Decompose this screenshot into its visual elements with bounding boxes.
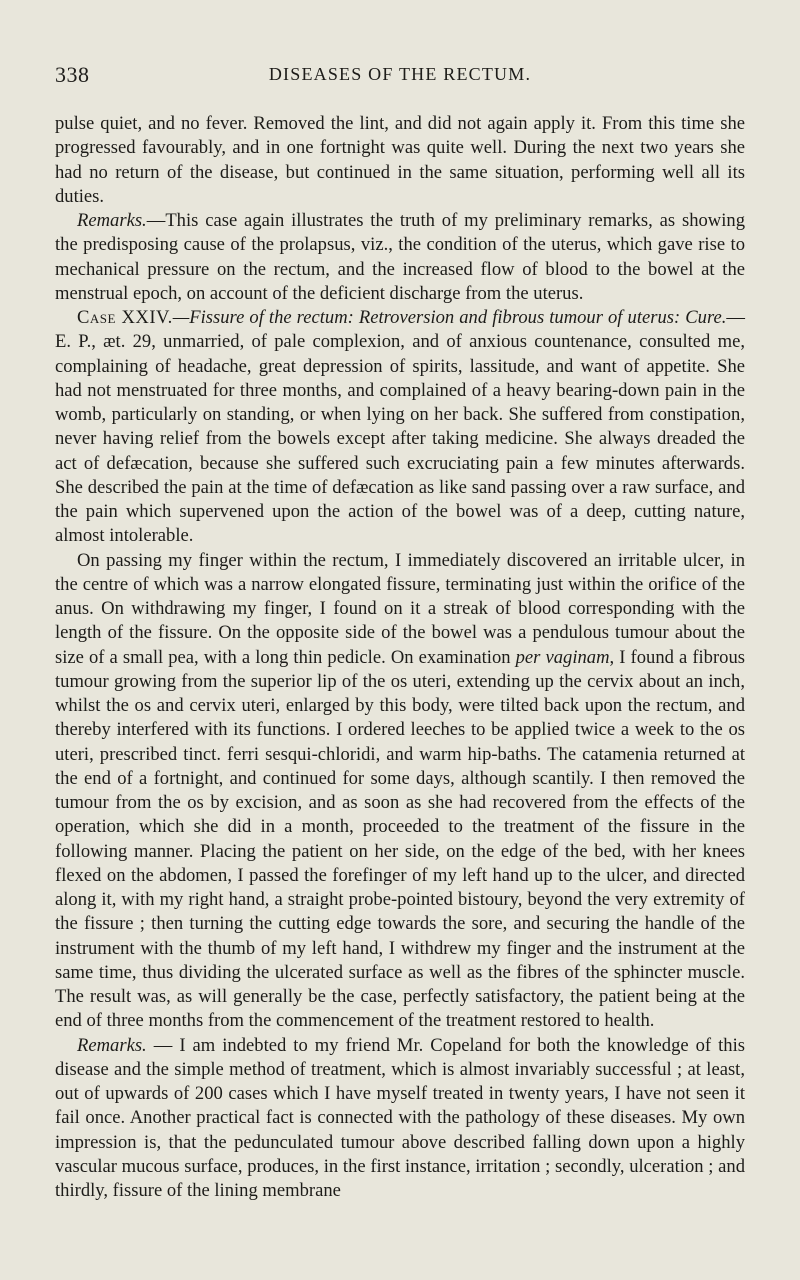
page-number: 338	[55, 62, 90, 87]
paragraph-continuation	[55, 112, 745, 209]
paragraph-text: — I am indebted to my friend Mr. Copeland for both the knowledge of this disease and the simple method of treatment, which is almost invariably successful ; at least, out of upwards of 200 cases which I have myself treated in twenty years, I have not seen it fail once. Another practical fact is connected with the pathology of these diseases. My own impression is, that the pedunculated tumour above described falling down upon a highly vascular mucous surface, produces, in the first instance, irritation ; secondly, ulceration ; and thirdly, fissure of the lining membrane	[55, 1034, 745, 1201]
paragraph-examination	[55, 549, 745, 1034]
body-text	[55, 112, 745, 1203]
running-head: DISEASES OF THE RECTUM.	[268, 64, 532, 84]
paragraph-text: —E. P., æt. 29, unmarried, of pale complexion, and of anxious countenance, consulted me, complaining of headache, great depression of spirits, lassitude, and want of appetite. She had not menstruated for three months, and complained of a heavy bearing-down pain in the womb, particularly on standing, or when lying on her back. She suffered from constipation, never having relief from the bowels except after taking medicine. She always dreaded the act of defæcation, because she suffered such excruciating pain a few minutes afterwards. She described the pain at the time of defæcation as like sand passing over a raw surface, and the pain which supervened upon the action of the bowel was of a deep, cutting nature, almost intolerable.	[55, 307, 745, 547]
remarks-label: Remarks.	[77, 1034, 147, 1056]
paragraph-text: On passing my finger within the rectum, I immediately discovered an irritable ulcer, in the centre of which was a narrow elongated fissure, terminating just within the orifice of the anus. On withdrawing my finger, I found on it a streak of blood corresponding with the length of the fissure. On the opposite side of the bowel was a pendulous tumour about the size of a small pea, with a long thin pedicle. On examination	[55, 549, 745, 668]
case-title: —Fissure of the rectum: Retroversion and fibrous tumour of uterus: Cure.	[172, 307, 727, 328]
case-label: Case XXIV.	[77, 307, 173, 328]
paragraph-text: —This case again illustrates the truth of my preliminary remarks, as showing the predisposing cause of the prolapsus, viz., the condition of the uterus, which gave rise to mechanical pressure on the rectum, and the increased flow of blood to the bowel at the menstrual epoch, on account of the deficient discharge from the uterus.	[55, 210, 745, 304]
page-header	[55, 62, 745, 92]
italic-phrase: per vaginam	[515, 646, 610, 668]
remarks-label: Remarks.	[77, 210, 147, 231]
paragraph-remarks	[55, 209, 745, 306]
paragraph-case-xxiv	[55, 306, 745, 549]
paragraph-text: , I found a fibrous tumour growing from the superior lip of the os uteri, extending up the cervix about an inch, whilst the os and cervix uteri, enlarged by this body, were tilted back upon the rectum, and thereby interfered with its functions. I ordered leeches to be applied twice a week to the os uteri, prescribed tinct. ferri sesqui-chloridi, and warm hip-baths. The catamenia returned at the end of a fortnight, and continued for some days, although scantily. I then removed the tumour from the os by excision, and as soon as she had recovered from the effects of the operation, which she did in a month, proceeded to the treatment of the fissure in the following manner. Placing the patient on her side, on the edge of the bed, with her knees flexed on the abdomen, I passed the forefinger of my left hand up to the ulcer, and directed along it, with my right hand, a straight probe-pointed bistoury, beyond the very extremity of the fissure ; then turning the cutting edge towards the sore, and securing the handle of the instrument with the thumb of my left hand, I withdrew my finger and the instrument at the same time, thus dividing the ulcerated surface as well as the fibres of the sphincter muscle. The result was, as will generally be the case, perfectly satisfactory, the patient being at the end of three months from the commencement of the treatment restored to health.	[55, 646, 746, 1032]
paragraph-text: pulse quiet, and no fever. Removed the lint, and did not again apply it. From this time she progressed favourably, and in one fortnight was quite well. During the next two years she had no return of the disease, but continued in the same situation, performing well all its duties.	[55, 113, 745, 207]
paragraph-remarks	[55, 1034, 745, 1204]
